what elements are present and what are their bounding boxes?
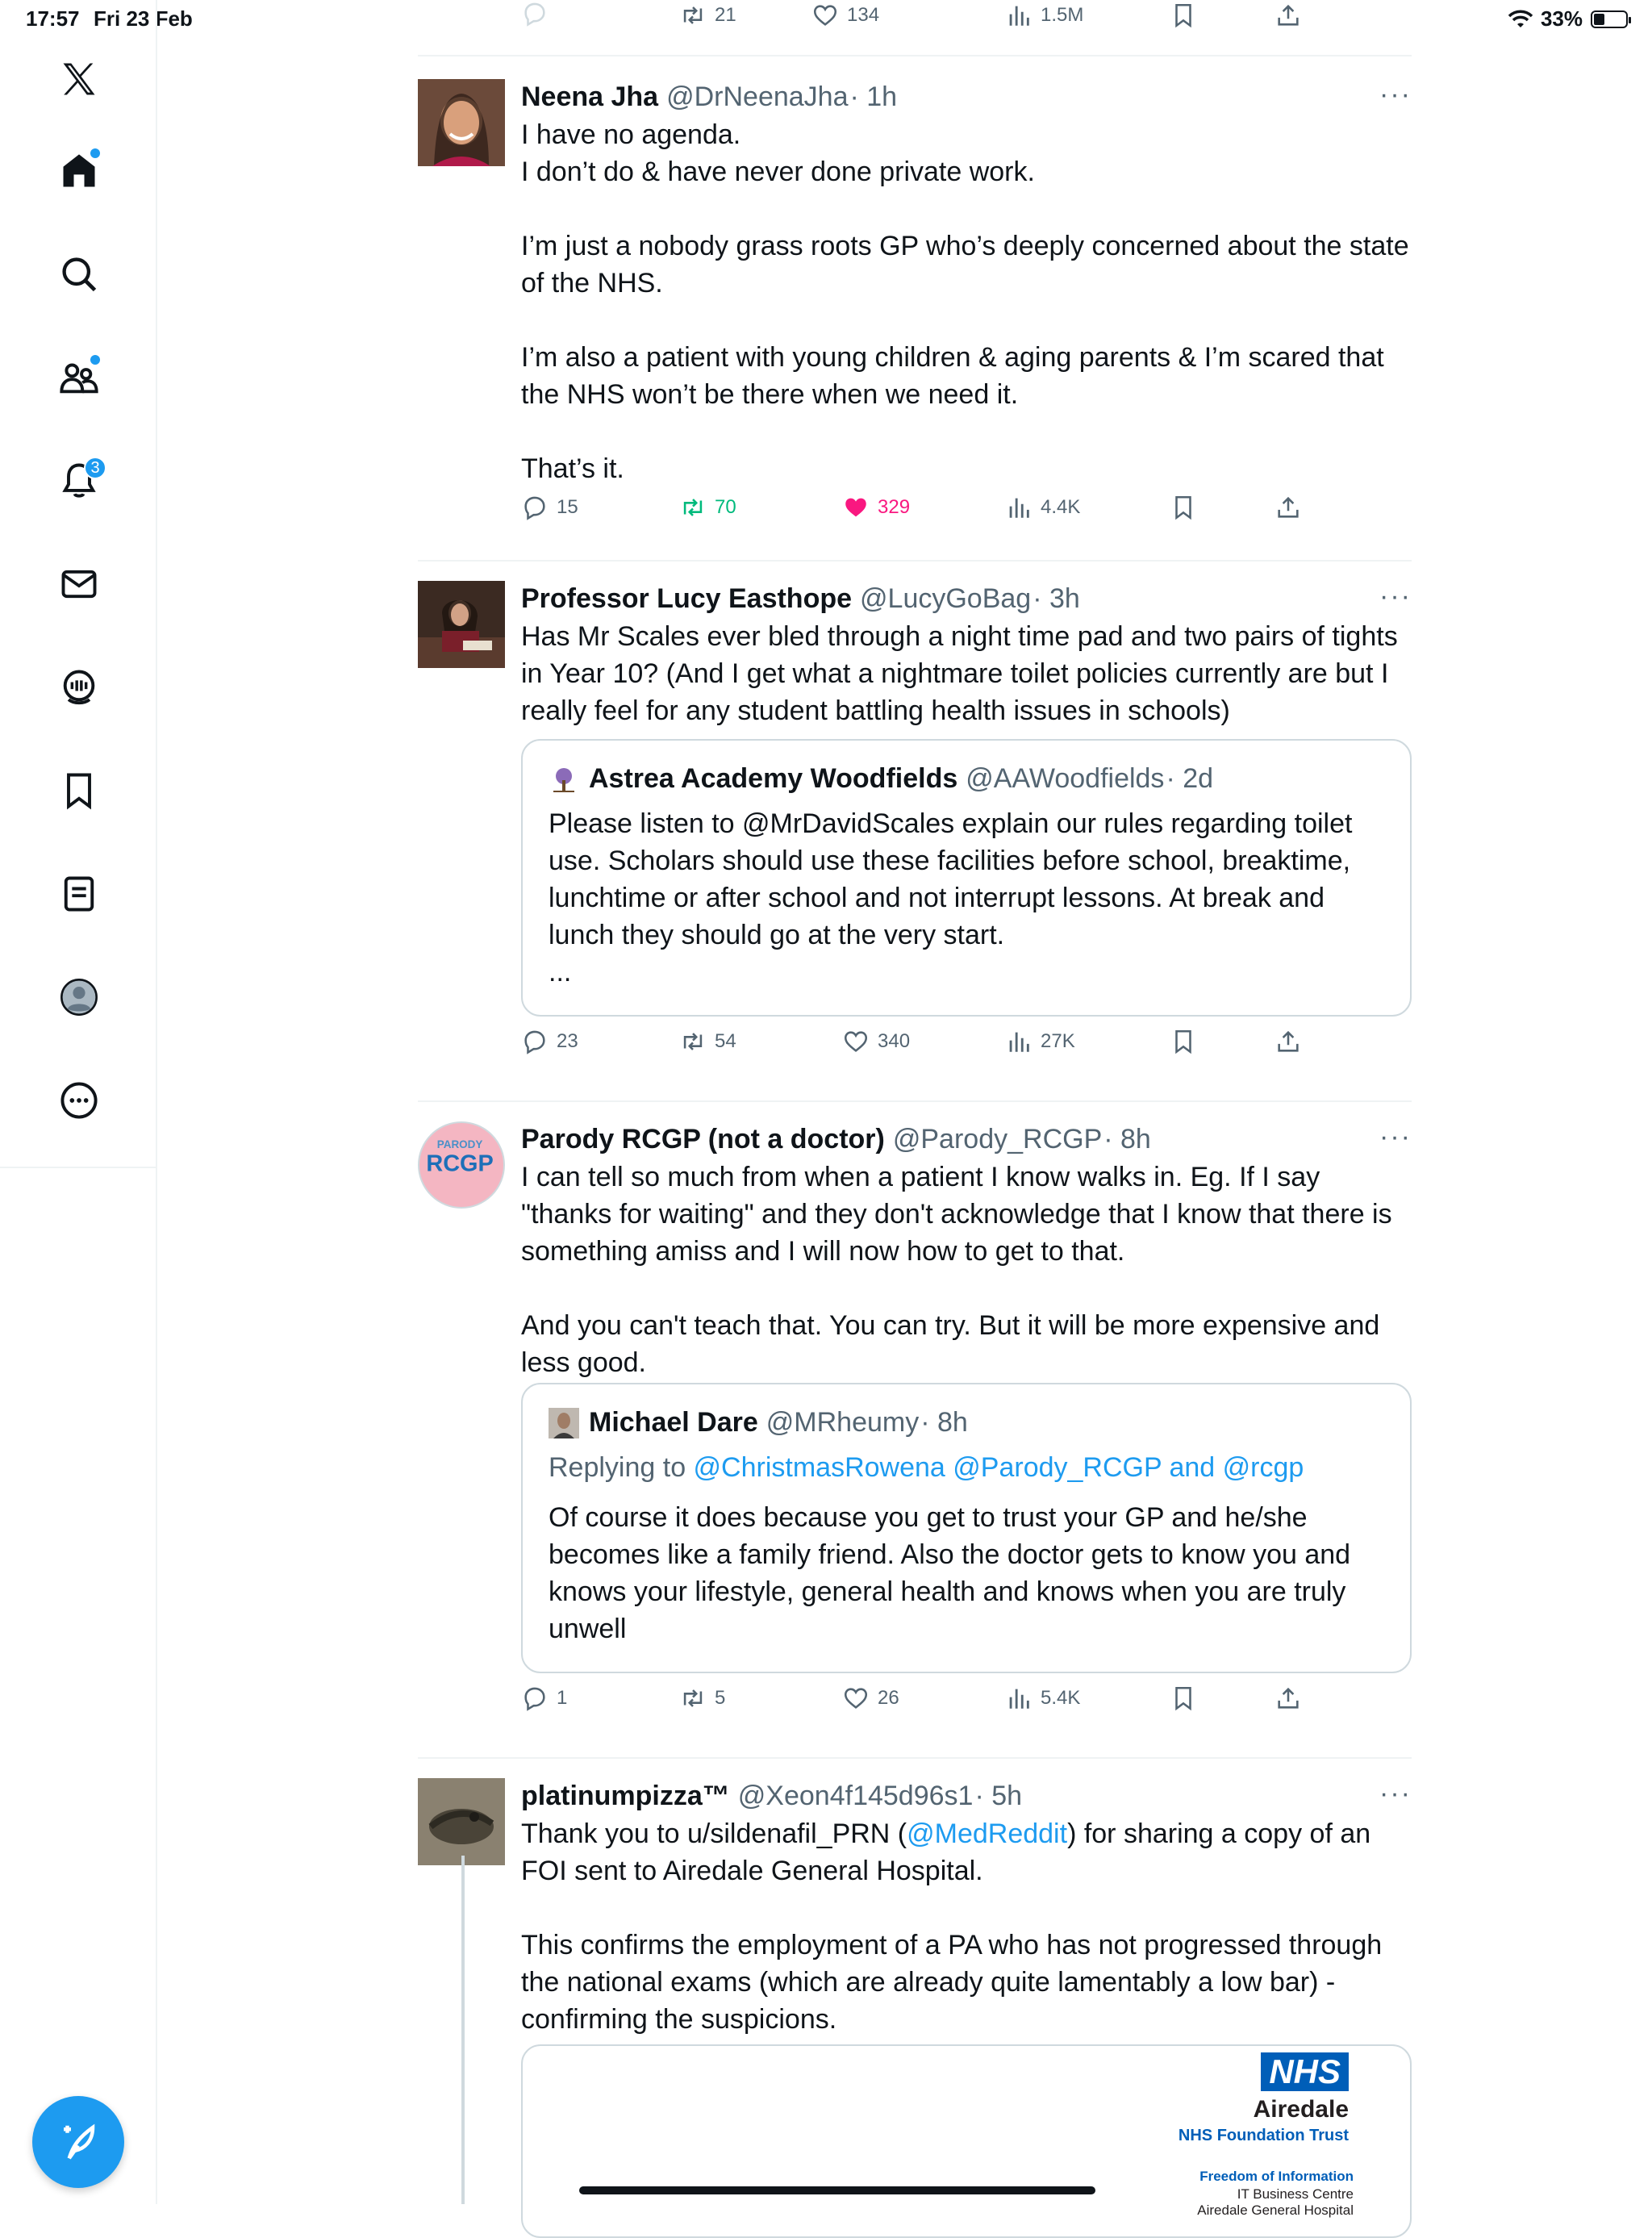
document-organisation: Airedale — [1253, 2096, 1349, 2123]
quoted-tweet[interactable] — [521, 739, 1412, 1017]
replying-to-prefix: Replying to — [549, 1452, 694, 1483]
like-count: 329 — [878, 496, 911, 518]
tweet-time[interactable]: · 8h — [1103, 1124, 1151, 1154]
like-count: 134 — [847, 4, 880, 26]
feather-plus-icon — [56, 2120, 100, 2164]
user-handle[interactable]: @Xeon4f145d96s1 — [737, 1781, 974, 1811]
quote-avatar-michael-dare — [549, 1408, 579, 1438]
heart-filled-icon — [842, 494, 870, 521]
views-button[interactable] — [1005, 2, 1083, 29]
x-logo-icon[interactable] — [50, 50, 108, 108]
bookmarks-icon[interactable] — [50, 762, 108, 820]
reply-button[interactable] — [521, 0, 549, 27]
views-count: 1.5M — [1041, 4, 1084, 26]
home-indicator[interactable] — [579, 2186, 1095, 2194]
lists-icon[interactable] — [50, 865, 108, 923]
views-chart-icon — [1005, 1685, 1032, 1712]
quote-avatar-astrea — [549, 764, 579, 795]
quote-time: · 2d — [1166, 763, 1214, 794]
retweet-button[interactable] — [679, 2, 736, 29]
bookmark-icon — [1170, 494, 1197, 521]
views-button[interactable] — [1005, 1028, 1075, 1055]
tweet-actions — [521, 494, 1328, 532]
tweet-text-part: Thank you to u/sildenafil_PRN ( — [521, 1818, 907, 1849]
share-button[interactable] — [1274, 1028, 1302, 1055]
share-icon — [1274, 1028, 1302, 1055]
tweet-time[interactable]: · 3h — [1032, 583, 1080, 614]
tweet-divider — [418, 1100, 1412, 1102]
quote-time: · 8h — [920, 1407, 968, 1438]
avatar-rcgp-label: RCGP — [426, 1150, 494, 1177]
tweet-actions — [521, 1028, 1328, 1067]
communities-notification-dot — [90, 355, 100, 365]
views-count: 5.4K — [1041, 1687, 1081, 1709]
avatar-lucy-easthope[interactable] — [418, 581, 505, 668]
views-count: 27K — [1041, 1030, 1075, 1052]
reply-icon — [521, 1028, 549, 1055]
share-icon — [1274, 494, 1302, 521]
retweet-icon — [679, 494, 707, 521]
avatar-parody-label: PARODY — [436, 1138, 483, 1150]
retweet-count: 5 — [715, 1687, 726, 1709]
quote-display-name: Michael Dare — [589, 1407, 758, 1438]
like-button[interactable] — [842, 1685, 899, 1712]
quote-display-name: Astrea Academy Woodfields — [589, 763, 958, 794]
retweet-icon — [679, 1028, 707, 1055]
views-count: 4.4K — [1041, 496, 1081, 518]
share-button[interactable] — [1274, 2, 1302, 29]
tweet-text: I have no agenda. I don’t do & have never done private work. I’m just a nobody grass roots GP who’s deeply concerned about the state of the NHS. I’m also a patient with young children & aging parents & I’m scared that the NHS won’t be there when we need it. That’s it. — [521, 119, 1409, 484]
tweet-divider — [418, 1757, 1412, 1759]
like-button[interactable] — [842, 494, 910, 521]
retweet-icon — [679, 1685, 707, 1712]
quote-header — [549, 763, 1213, 795]
heart-icon — [811, 2, 839, 29]
communities-icon[interactable] — [50, 349, 108, 407]
compose-post-button[interactable] — [32, 2096, 124, 2188]
tweet-header — [521, 79, 1412, 115]
document-foi-heading: Freedom of Information — [1199, 2169, 1354, 2184]
user-handle[interactable]: @Parody_RCGP — [892, 1124, 1103, 1154]
views-chart-icon — [1005, 494, 1032, 521]
sidebar-separator — [0, 1167, 157, 1168]
retweet-button[interactable] — [679, 1028, 736, 1055]
tweet-divider — [418, 55, 1412, 56]
quote-header — [549, 1407, 968, 1438]
avatar-neena-jha[interactable] — [418, 79, 505, 166]
retweet-count: 54 — [715, 1030, 736, 1052]
search-icon[interactable] — [50, 245, 108, 303]
like-count: 340 — [878, 1030, 911, 1052]
home-icon[interactable] — [50, 142, 108, 200]
reply-count: 15 — [557, 496, 578, 518]
quote-text: Please listen to @MrDavidScales explain our rules regarding toilet use. Scholars should use these facilities before school, breaktime, lunchtime or after school and not interrupt lessons. At break and lunch they should go at the very start. ... — [549, 808, 1353, 987]
bookmark-icon — [1170, 2, 1197, 29]
retweet-button[interactable] — [679, 494, 736, 521]
tweet-text-part: ) for sharing a copy of an FOI sent to Airedale General Hospital. This confirms the employment of a PA who has not progressed through the national exams (which are already quite lamentably a low bar) - confirming the suspicions. — [521, 1818, 1383, 2035]
bookmark-button[interactable] — [1170, 494, 1197, 521]
tweet-divider — [418, 560, 1412, 562]
status-date: Fri 23 Feb — [94, 6, 193, 31]
mention-link[interactable]: @MedReddit — [907, 1818, 1068, 1849]
reply-button[interactable] — [521, 494, 578, 521]
retweet-count: 70 — [715, 496, 736, 518]
quote-text: Of course it does because you get to trust your GP and he/she becomes like a family friend. Also the doctor gets to know you and knows your lifestyle, general health and knows when you are truly unwell — [549, 1502, 1351, 1644]
status-indicators — [1508, 6, 1628, 31]
display-name[interactable]: Neena Jha — [521, 81, 659, 112]
display-name[interactable]: Professor Lucy Easthope — [521, 583, 853, 614]
tweet-text — [521, 1815, 1412, 2038]
like-button[interactable] — [811, 2, 879, 29]
views-chart-icon — [1005, 1028, 1032, 1055]
replying-to-handles[interactable]: @ChristmasRowena @Parody_RCGP and @rcgp — [693, 1452, 1304, 1483]
user-handle[interactable]: @LucyGoBag — [860, 583, 1032, 614]
document-trust: NHS Foundation Trust — [1178, 2127, 1349, 2144]
tweet-text: I can tell so much from when a patient I know walks in. Eg. If I say "thanks for waiting" and they don't acknowledge that I know that there is something amiss and I will now how to get to that. And you can't teach that. You can try. But it will be more expensive and less good. — [521, 1162, 1392, 1378]
tweet-header — [521, 581, 1412, 616]
bookmark-icon — [1170, 1028, 1197, 1055]
reply-icon — [521, 494, 549, 521]
retweet-count: 21 — [715, 4, 736, 26]
bookmark-button[interactable] — [1170, 2, 1197, 29]
battery-icon — [1591, 10, 1628, 28]
retweet-icon — [679, 2, 707, 29]
more-options-button[interactable]: ··· — [1379, 581, 1412, 612]
more-options-button[interactable]: ··· — [1379, 1778, 1412, 1809]
more-options-button[interactable]: ··· — [1379, 79, 1412, 110]
attached-document-image[interactable] — [521, 2044, 1412, 2238]
avatar-platinumpizza[interactable] — [418, 1778, 505, 1865]
heart-icon — [842, 1028, 870, 1055]
views-button[interactable] — [1005, 1685, 1080, 1712]
thread-connector-line — [461, 1856, 465, 2204]
document-address-line: IT Business Centre — [1237, 2186, 1354, 2202]
tweet-time[interactable]: · 5h — [974, 1781, 1023, 1811]
replying-to-line — [549, 1452, 1304, 1484]
reply-button[interactable] — [521, 1028, 578, 1055]
notifications-badge: 3 — [84, 457, 106, 479]
bookmark-button[interactable] — [1170, 1685, 1197, 1712]
battery-percent: 33% — [1540, 6, 1583, 31]
grok-icon[interactable] — [50, 658, 108, 716]
sidebar — [0, 0, 157, 2204]
quoted-tweet[interactable] — [521, 1383, 1412, 1673]
share-icon — [1274, 2, 1302, 29]
display-name[interactable]: Parody RCGP (not a doctor) — [521, 1124, 885, 1154]
tweet-header — [521, 1121, 1412, 1157]
like-count: 26 — [878, 1687, 899, 1709]
views-button[interactable] — [1005, 494, 1080, 521]
more-options-button[interactable]: ··· — [1379, 1121, 1412, 1152]
display-name[interactable]: platinumpizza™ — [521, 1781, 730, 1811]
quote-handle: @AAWoodfields — [966, 763, 1165, 794]
previous-tweet-actions — [521, 0, 1328, 39]
messages-envelope-icon[interactable] — [50, 555, 108, 613]
home-notification-dot — [90, 148, 100, 158]
tweet-actions — [521, 1685, 1328, 1723]
reply-icon — [521, 0, 549, 27]
views-chart-icon — [1005, 2, 1032, 29]
share-button[interactable] — [1274, 494, 1302, 521]
bookmark-icon — [1170, 1685, 1197, 1712]
reply-count: 1 — [557, 1687, 568, 1709]
heart-icon — [842, 1685, 870, 1712]
tweet-time[interactable]: · 1h — [849, 81, 898, 112]
avatar-parody-rcgp[interactable] — [418, 1121, 505, 1209]
status-time: 17:57 — [26, 6, 80, 31]
like-button[interactable] — [842, 1028, 910, 1055]
tweet-text: Has Mr Scales ever bled through a night time pad and two pairs of tights in Year 10? (And I get what a nightmare toilet policies currently are but I really feel for any student battling health issues in schools) — [521, 621, 1398, 726]
more-options-icon[interactable] — [50, 1071, 108, 1129]
share-button[interactable] — [1274, 1685, 1302, 1712]
notifications-bell-icon[interactable] — [50, 452, 108, 510]
nhs-logo: NHS — [1261, 2052, 1349, 2091]
quote-handle: @MRheumy — [766, 1407, 920, 1438]
reply-button[interactable] — [521, 1685, 567, 1712]
share-icon — [1274, 1685, 1302, 1712]
retweet-button[interactable] — [679, 1685, 725, 1712]
profile-avatar-icon[interactable] — [50, 968, 108, 1026]
bookmark-button[interactable] — [1170, 1028, 1197, 1055]
wifi-icon — [1508, 10, 1533, 29]
tweet-header — [521, 1778, 1412, 1814]
user-handle[interactable]: @DrNeenaJha — [666, 81, 849, 112]
reply-icon — [521, 1685, 549, 1712]
document-address-line: Airedale General Hospital — [1197, 2203, 1354, 2218]
reply-count: 23 — [557, 1030, 578, 1052]
